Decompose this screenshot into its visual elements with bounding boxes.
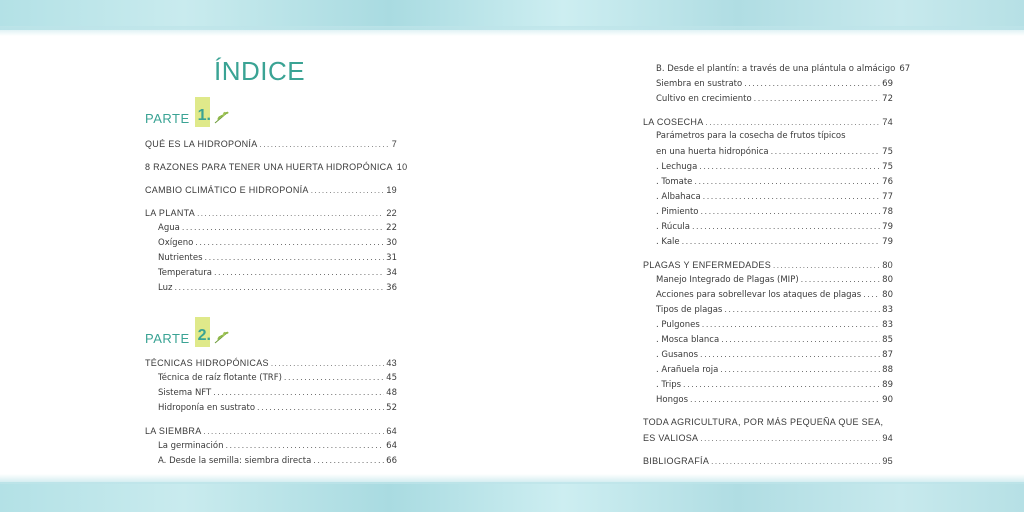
toc-entry-label: Parámetros para la cosecha de frutos típicos — [656, 131, 846, 141]
part-label: PARTE — [145, 111, 190, 126]
dot-leader — [711, 456, 880, 468]
dot-leader — [260, 139, 390, 151]
leaf-sprig-icon — [214, 110, 230, 124]
toc-entry[interactable] — [158, 440, 397, 452]
dot-leader — [197, 208, 384, 220]
toc-page-number: 45 — [386, 373, 397, 383]
dot-leader — [214, 267, 384, 279]
dot-leader — [724, 304, 880, 316]
toc-entry-label: . Pulgones — [656, 320, 700, 330]
dot-leader — [174, 282, 384, 294]
leaf-sprig-icon — [214, 330, 230, 344]
toc-page-number: 72 — [882, 94, 893, 104]
toc-page-number: 90 — [882, 395, 893, 405]
dot-leader — [700, 433, 880, 445]
toc-entry-label: LA SIEMBRA — [145, 426, 202, 436]
toc-entry[interactable] — [158, 455, 397, 467]
toc-entry-label: Oxígeno — [158, 238, 194, 248]
toc-entry[interactable] — [656, 221, 893, 233]
toc-page-number: 30 — [386, 238, 397, 248]
toc-entry[interactable] — [643, 432, 893, 445]
toc-entry[interactable] — [145, 161, 408, 174]
toc-page-number: 74 — [882, 117, 893, 127]
toc-page-number: 88 — [882, 365, 893, 375]
toc-entry-label: Hongos — [656, 395, 689, 405]
toc-entry-label: Nutrientes — [158, 253, 203, 263]
toc-entry[interactable] — [145, 425, 397, 438]
toc-page-number: 85 — [882, 335, 893, 345]
toc-page-number: 7 — [391, 139, 397, 149]
dot-leader — [683, 379, 880, 391]
toc-page-number: 34 — [386, 268, 397, 278]
toc-page-number: 95 — [882, 456, 893, 466]
toc-page-number: 77 — [882, 192, 893, 202]
toc-entry[interactable] — [656, 364, 893, 376]
toc-entry-label: ES VALIOSA — [643, 433, 699, 443]
toc-entry[interactable] — [656, 63, 911, 75]
dot-leader — [773, 260, 880, 272]
dot-leader — [682, 236, 881, 248]
toc-entry-label: Siembra en sustrato — [656, 79, 743, 89]
toc-entry[interactable] — [643, 259, 893, 272]
toc-page-number: 19 — [386, 185, 397, 195]
toc-entry-label: . Rúcula — [656, 222, 690, 232]
toc-page-number: 22 — [386, 223, 397, 233]
dot-leader — [690, 394, 880, 406]
toc-page-number: 80 — [882, 290, 893, 300]
part-number: 2. — [197, 327, 211, 344]
toc-page-number: 64 — [386, 441, 397, 451]
toc-entry[interactable] — [145, 138, 397, 151]
toc-entry[interactable] — [643, 416, 893, 428]
toc-entry-label: Sistema NFT — [158, 388, 212, 398]
toc-entry[interactable] — [656, 78, 893, 90]
toc-page-number: 87 — [882, 350, 893, 360]
toc-entry-label: TÉCNICAS HIDROPÓNICAS — [145, 358, 269, 368]
toc-entry-label: . Albahaca — [656, 192, 701, 202]
toc-page-number: 36 — [386, 283, 397, 293]
toc-entry[interactable] — [656, 349, 893, 361]
toc-entry-label: Luz — [158, 283, 173, 293]
toc-page-number: 43 — [386, 358, 397, 368]
toc-entry[interactable] — [656, 289, 893, 301]
toc-entry[interactable] — [158, 237, 397, 249]
toc-entry-label: . Trips — [656, 380, 682, 390]
toc-entry[interactable] — [158, 252, 397, 264]
toc-entry[interactable] — [656, 304, 893, 316]
toc-page-number: 89 — [882, 380, 893, 390]
toc-entry[interactable] — [656, 161, 893, 173]
toc-page-number: 69 — [882, 79, 893, 89]
part-2-heading — [145, 318, 230, 346]
toc-entry[interactable] — [643, 116, 893, 129]
toc-page-number: 66 — [386, 456, 397, 466]
toc-entry[interactable] — [145, 184, 397, 197]
dot-leader — [700, 349, 880, 361]
toc-entry[interactable] — [656, 130, 893, 142]
dot-leader — [205, 252, 385, 264]
dot-leader — [284, 372, 384, 384]
toc-page-number: 79 — [882, 222, 893, 232]
toc-page-number: 10 — [396, 162, 408, 172]
dot-leader — [721, 334, 880, 346]
toc-page-number: 67 — [899, 64, 911, 74]
dot-leader — [692, 221, 880, 233]
toc-entry[interactable] — [158, 372, 397, 384]
toc-entry-label: . Gusanos — [656, 350, 699, 360]
part-number: 1. — [197, 107, 211, 124]
dot-leader — [271, 358, 385, 370]
dot-leader — [754, 93, 881, 105]
dot-leader — [195, 237, 384, 249]
dot-leader — [771, 146, 881, 158]
dot-leader — [257, 402, 384, 414]
toc-entry[interactable] — [158, 402, 397, 414]
toc-page-number: 48 — [386, 388, 397, 398]
toc-entry-label: Tipos de plagas — [656, 305, 723, 315]
toc-entry[interactable] — [656, 236, 893, 248]
toc-page-number: 52 — [386, 403, 397, 413]
toc-entry-label: QUÉ ES LA HIDROPONÍA — [145, 139, 258, 149]
toc-entry-label: B. Desde el plantín: a través de una plántula o almácigo — [656, 64, 896, 74]
toc-entry-label: La germinación — [158, 441, 224, 451]
toc-entry-label: BIBLIOGRAFÍA — [643, 456, 710, 466]
toc-entry[interactable] — [656, 394, 893, 406]
toc-entry[interactable] — [158, 387, 397, 399]
toc-page-number: 94 — [882, 433, 893, 443]
toc-page-number: 79 — [882, 237, 893, 247]
toc-entry[interactable] — [656, 379, 893, 391]
toc-entry[interactable] — [656, 206, 893, 218]
bottom-watercolor-band — [0, 482, 1024, 512]
toc-entry[interactable] — [656, 93, 893, 105]
toc-entry-label: . Pimiento — [656, 207, 699, 217]
dot-leader — [694, 176, 880, 188]
dot-leader — [204, 426, 385, 438]
toc-page-number: 64 — [386, 426, 397, 436]
toc-page-number: 22 — [386, 208, 397, 218]
toc-entry[interactable] — [656, 274, 893, 286]
toc-entry-label: en una huerta hidropónica — [656, 147, 769, 157]
toc-entry[interactable] — [145, 357, 397, 370]
toc-entry-label: CAMBIO CLIMÁTICO E HIDROPONÍA — [145, 185, 309, 195]
dot-leader — [701, 206, 881, 218]
toc-entry[interactable] — [656, 319, 893, 331]
toc-page-number: 75 — [882, 162, 893, 172]
toc-page-number: 31 — [386, 253, 397, 263]
toc-page-number: 83 — [882, 305, 893, 315]
toc-page-number: 75 — [882, 147, 893, 157]
dot-leader — [703, 191, 881, 203]
toc-entry-label: . Arañuela roja — [656, 365, 719, 375]
toc-entry-label: . Lechuga — [656, 162, 698, 172]
dot-leader — [720, 364, 880, 376]
toc-entry[interactable] — [656, 334, 893, 346]
toc-entry-label: PLAGAS Y ENFERMEDADES — [643, 260, 772, 270]
dot-leader — [863, 289, 880, 301]
dot-leader — [313, 455, 384, 467]
toc-entry-label: . Mosca blanca — [656, 335, 720, 345]
toc-entry-label: Acciones para sobrellevar los ataques de plagas — [656, 290, 862, 300]
toc-entry-label: Manejo Integrado de Plagas (MIP) — [656, 275, 799, 285]
index-title: ÍNDICE — [214, 56, 306, 86]
toc-entry-label: LA PLANTA — [145, 208, 196, 218]
toc-entry-label: Temperatura — [158, 268, 213, 278]
toc-page-number: 76 — [882, 177, 893, 187]
toc-entry-label: Cultivo en crecimiento — [656, 94, 752, 104]
dot-leader — [801, 274, 881, 286]
toc-entry-label: Técnica de raíz flotante (TRF) — [158, 373, 282, 383]
dot-leader — [706, 117, 881, 129]
toc-entry-label: TODA AGRICULTURA, POR MÁS PEQUEÑA QUE SEA, — [643, 417, 884, 427]
part-label: PARTE — [145, 331, 190, 346]
toc-entry-label: Agua — [158, 223, 180, 233]
toc-page-number: 80 — [882, 260, 893, 270]
toc-entry[interactable] — [158, 267, 397, 279]
toc-entry[interactable] — [656, 146, 893, 158]
dot-leader — [744, 78, 880, 90]
toc-entry[interactable] — [656, 191, 893, 203]
toc-entry-label: 8 RAZONES PARA TENER UNA HUERTA HIDROPÓNICA — [145, 162, 393, 172]
dot-leader — [225, 440, 384, 452]
toc-entry-label: . Tomate — [656, 177, 693, 187]
toc-entry[interactable] — [656, 176, 893, 188]
dot-leader — [311, 185, 385, 197]
toc-entry-label: . Kale — [656, 237, 680, 247]
dot-leader — [213, 387, 384, 399]
toc-entry[interactable] — [158, 222, 397, 234]
toc-entry-label: LA COSECHA — [643, 117, 704, 127]
dot-leader — [699, 161, 880, 173]
dot-leader — [702, 319, 880, 331]
toc-entry[interactable] — [158, 282, 397, 294]
toc-page-number: 83 — [882, 320, 893, 330]
toc-page-number: 80 — [882, 275, 893, 285]
toc-entry[interactable] — [643, 455, 893, 468]
toc-entry-label: A. Desde la semilla: siembra directa — [158, 456, 312, 466]
part-1-heading — [145, 98, 230, 126]
toc-entry[interactable] — [145, 207, 397, 220]
toc-page-number: 78 — [882, 207, 893, 217]
toc-entry-label: Hidroponía en sustrato — [158, 403, 256, 413]
dot-leader — [182, 222, 384, 234]
top-watercolor-band — [0, 0, 1024, 30]
